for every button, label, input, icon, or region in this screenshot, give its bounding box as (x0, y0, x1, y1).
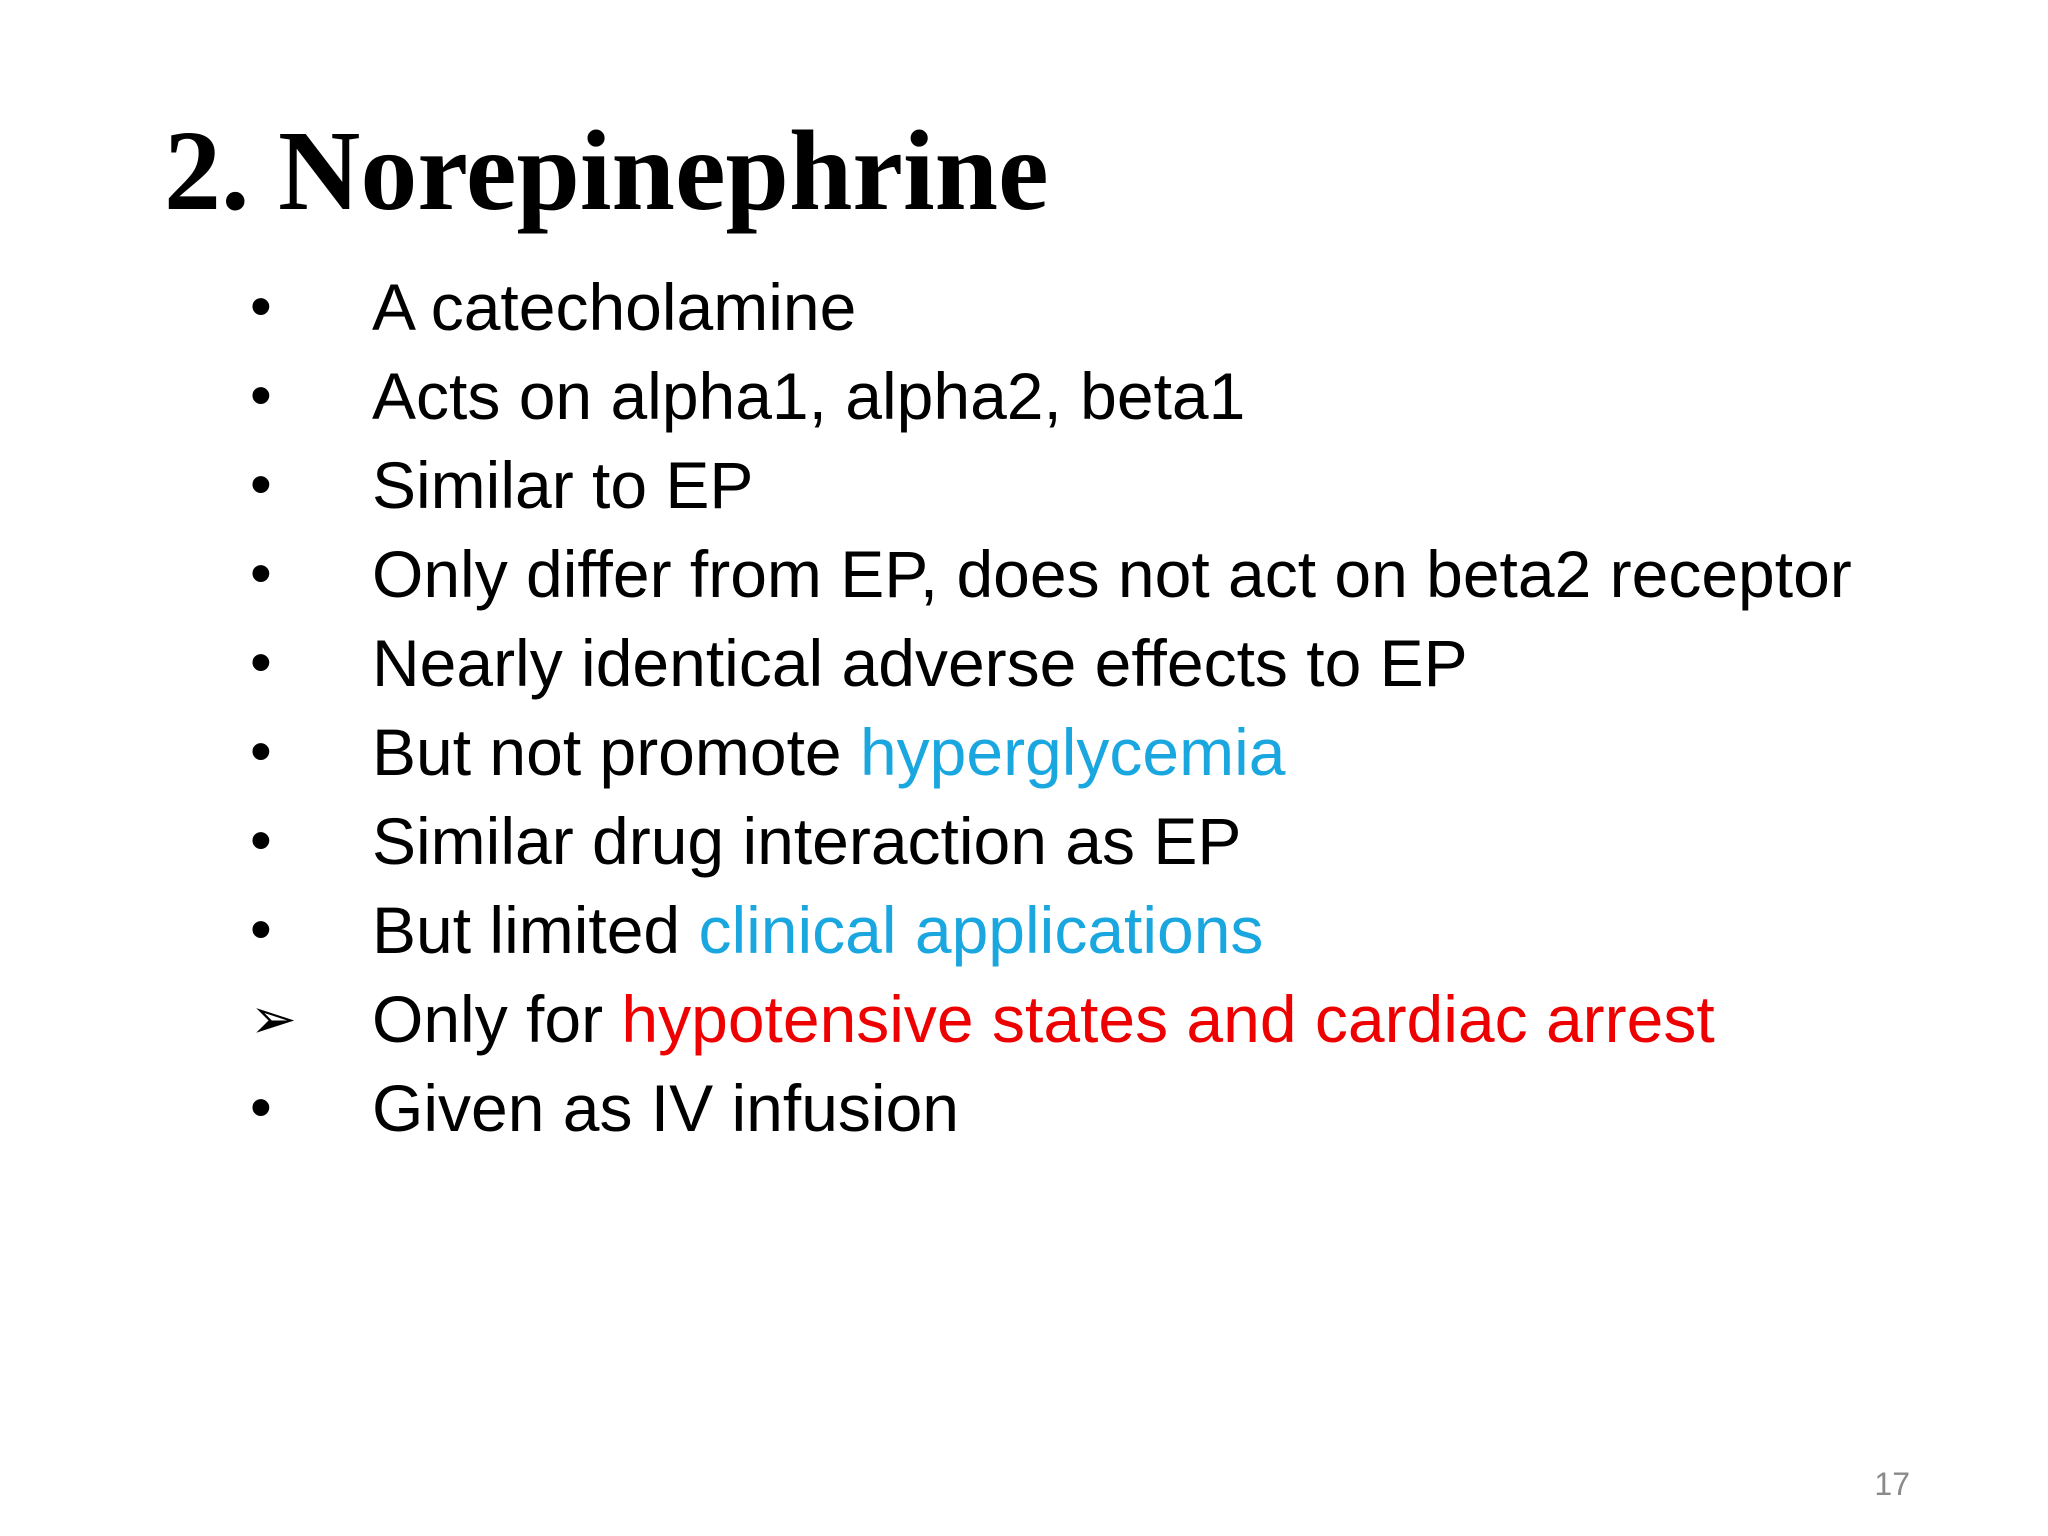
bullet-item-iv-infusion (250, 1071, 1890, 1145)
bullet-item-similar-ep (250, 448, 1890, 522)
bullet-item-hypotensive-states (250, 982, 1890, 1056)
highlight-hypotensive-states: hypotensive states and cardiac arrest (621, 982, 1715, 1056)
page-number: 17 (1874, 1466, 1910, 1502)
highlight-hyperglycemia: hyperglycemia (859, 715, 1286, 789)
bullet-list (250, 270, 1890, 1160)
bullet-text-lead: Only for (372, 982, 622, 1056)
bullet-icon: • (250, 1073, 272, 1142)
bullet-icon: • (250, 895, 272, 964)
bullet-item-catecholamine (250, 270, 1890, 344)
bullet-icon: • (250, 361, 272, 430)
arrow-bullet-icon: ➢ (250, 987, 297, 1050)
bullet-icon: • (250, 806, 272, 875)
bullet-item-clinical-applications (250, 893, 1890, 967)
bullet-item-hyperglycemia (250, 715, 1890, 789)
bullet-text (372, 982, 1890, 1056)
highlight-clinical-applications: clinical applications (698, 893, 1264, 967)
bullet-text: Given as IV infusion (372, 1071, 959, 1145)
bullet-item-drug-interaction (250, 804, 1890, 878)
bullet-icon: • (250, 450, 272, 519)
bullet-text: Similar to EP (372, 448, 754, 522)
bullet-text (372, 715, 1890, 789)
bullet-icon: • (250, 628, 272, 697)
bullet-text: Similar drug interaction as EP (372, 804, 1242, 878)
slide-title: 2. Norepinephrine (164, 107, 1049, 234)
bullet-text: A catecholamine (372, 270, 857, 344)
bullet-item-receptors (250, 359, 1890, 433)
bullet-icon: • (250, 539, 272, 608)
bullet-text: Acts on alpha1, alpha2, beta1 (372, 359, 1246, 433)
bullet-icon: • (250, 272, 272, 341)
bullet-item-beta2 (250, 537, 1890, 611)
bullet-item-adverse-effects (250, 626, 1890, 700)
bullet-text-lead: But not promote (372, 715, 860, 789)
bullet-text: Only differ from EP, does not act on beta2 receptor (372, 537, 1852, 611)
bullet-text: Nearly identical adverse effects to EP (372, 626, 1468, 700)
bullet-icon: • (250, 717, 272, 786)
bullet-text-lead: But limited (372, 893, 699, 967)
bullet-text (372, 893, 1890, 967)
